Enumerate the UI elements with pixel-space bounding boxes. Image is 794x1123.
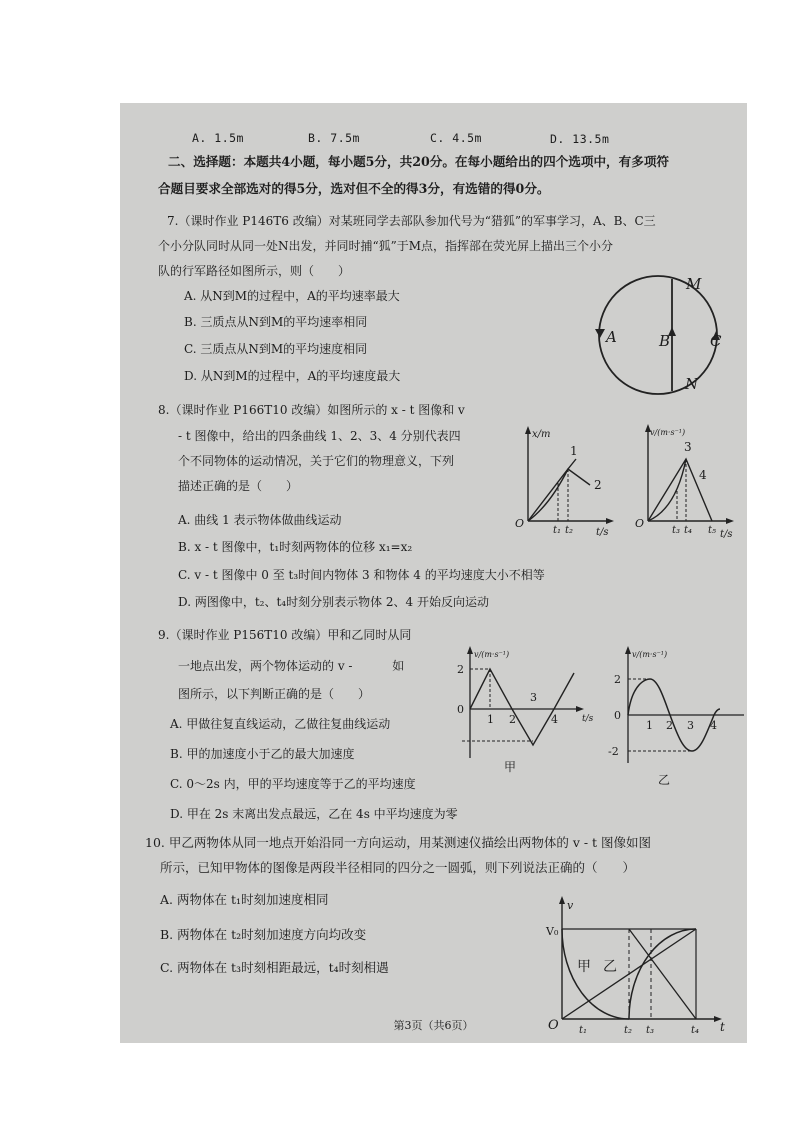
svg-text:-2: -2 <box>608 745 619 758</box>
svg-text:t/s: t/s <box>720 529 733 540</box>
q10-line1: 10. 甲乙两物体从同一地点开始沿同一方向运动，用某测速仪描绘出两物体的 v - t 图像如图 <box>145 835 652 850</box>
svg-text:V₀: V₀ <box>546 925 559 938</box>
section2-line1: 二、选择题：本题共4小题，每小题5分，共20分。在每小题给出的四个选项中，有多项符 <box>168 154 670 169</box>
q10-line2: 所示，已知甲物体的图像是两段半径相同的四分之一圆弧，则下列说法正确的（ ） <box>160 860 636 875</box>
svg-text:v/(m·s⁻¹): v/(m·s⁻¹) <box>632 650 668 659</box>
svg-text:O: O <box>548 1018 559 1033</box>
svg-text:1: 1 <box>487 713 494 726</box>
q10-vt-graph <box>540 893 726 1035</box>
q8-line2: - t 图像中，给出的四条曲线 1、2、3、4 分别代表四 <box>178 429 461 443</box>
svg-text:3: 3 <box>684 440 692 454</box>
q10-option-c: C. 两物体在 t₃时刻相距最远，t₄时刻相遇 <box>160 960 389 975</box>
q8-line4: 描述正确的是（ ） <box>178 479 299 493</box>
q6-option-a: A. 1.5m <box>192 131 244 145</box>
q8-xt-graph <box>510 423 625 538</box>
svg-text:1: 1 <box>646 719 653 732</box>
q9-line2: 一地点出发，两个物体运动的 v - 如 <box>178 659 405 673</box>
q7-option-b: B. 三质点从N到M的平均速率相同 <box>184 315 368 329</box>
q7-option-a: A. 从N到M的过程中，A的平均速率最大 <box>184 289 400 303</box>
svg-text:4: 4 <box>710 719 717 732</box>
q10-option-a: A. 两物体在 t₁时刻加速度相同 <box>160 892 329 907</box>
svg-text:t₄: t₄ <box>684 525 693 536</box>
svg-text:v/(m·s⁻¹): v/(m·s⁻¹) <box>650 428 686 437</box>
svg-text:t₃: t₃ <box>646 1025 655 1036</box>
svg-text:4: 4 <box>551 713 558 726</box>
q7-label-n: N <box>685 375 699 393</box>
q7-label-a: A <box>606 328 617 346</box>
q9-jia-caption: 甲 <box>504 760 517 774</box>
svg-text:x/m: x/m <box>532 429 551 440</box>
q9-option-a: A. 甲做往复直线运动，乙做往复曲线运动 <box>170 717 391 731</box>
svg-text:3: 3 <box>530 691 537 704</box>
q8-line1: 8.（课时作业 P166T10 改编）如图所示的 x - t 图像和 v <box>158 403 465 417</box>
q7-label-b: B <box>659 332 671 350</box>
svg-text:4: 4 <box>699 468 707 482</box>
svg-text:3: 3 <box>687 719 694 732</box>
q9-line1: 9.（课时作业 P156T10 改编）甲和乙同时从同 <box>158 628 412 642</box>
q7-option-d: D. 从N到M的过程中，A的平均速度最大 <box>184 369 401 383</box>
q10-jia-arc1 <box>562 929 629 1019</box>
svg-text:2: 2 <box>614 673 621 686</box>
svg-text:O: O <box>635 517 645 530</box>
q6-option-d: D. 13.5m <box>550 132 610 146</box>
svg-text:t₁: t₁ <box>553 525 562 536</box>
svg-text:2: 2 <box>509 713 516 726</box>
q7-option-c: C. 三质点从N到M的平均速度相同 <box>184 342 368 356</box>
q7-line3: 队的行军路径如图所示，则（ ） <box>158 264 351 278</box>
svg-text:t₃: t₃ <box>672 525 681 536</box>
svg-text:t/s: t/s <box>596 527 609 538</box>
q7-line1: 7.（课时作业 P146T6 改编）对某班同学去部队参加代号为“猎狐”的军事学习，A、B、C三 <box>167 214 656 228</box>
q10-label-jia: 甲 <box>577 959 591 975</box>
svg-text:t₂: t₂ <box>565 525 574 536</box>
q8-option-c: C. v - t 图像中 0 至 t₃时间内物体 3 和物体 4 的平均速度大小不相等 <box>178 568 545 582</box>
q10-label-yi: 乙 <box>603 959 617 975</box>
q9-yi-graph <box>602 643 747 788</box>
svg-text:2: 2 <box>457 663 464 676</box>
q10-yi-line2 <box>629 929 696 1019</box>
svg-text:O: O <box>515 517 525 530</box>
q6-option-c: C. 4.5m <box>430 131 482 145</box>
svg-text:v/(m·s⁻¹): v/(m·s⁻¹) <box>474 650 510 659</box>
svg-text:0: 0 <box>457 703 464 716</box>
q8-option-a: A. 曲线 1 表示物体做曲线运动 <box>178 513 342 527</box>
svg-text:t₂: t₂ <box>624 1025 633 1036</box>
q8-line3: 个不同物体的运动情况，关于它们的物理意义，下列 <box>178 454 455 468</box>
svg-text:t₄: t₄ <box>691 1025 700 1036</box>
svg-text:t₅: t₅ <box>708 525 717 536</box>
q6-option-b: B. 7.5m <box>308 131 360 145</box>
q7-label-c: C <box>710 332 722 350</box>
svg-text:0: 0 <box>614 709 621 722</box>
page-footer: 第3页（共6页） <box>393 1019 474 1032</box>
q9-line3: 图所示，以下判断正确的是（ ） <box>178 687 371 701</box>
q9-option-b: B. 甲的加速度小于乙的最大加速度 <box>170 747 355 761</box>
q7-label-m: M <box>686 275 702 293</box>
svg-text:t: t <box>720 1020 725 1034</box>
section2-line2: 合题目要求全部选对的得5分，选对但不全的得3分，有选错的得0分。 <box>158 181 550 196</box>
svg-text:t₁: t₁ <box>579 1025 588 1036</box>
svg-text:v: v <box>567 899 574 912</box>
q7-path-figure <box>598 275 728 395</box>
q8-option-b: B. x - t 图像中，t₁时刻两物体的位移 x₁=x₂ <box>178 540 413 554</box>
q8-option-d: D. 两图像中，t₂、t₄时刻分别表示物体 2、4 开始反向运动 <box>178 595 489 609</box>
svg-text:t/s: t/s <box>582 714 594 724</box>
q9-jia-line <box>470 669 574 745</box>
q10-option-b: B. 两物体在 t₂时刻加速度方向均改变 <box>160 927 367 942</box>
svg-text:2: 2 <box>594 478 602 492</box>
svg-text:2: 2 <box>666 719 673 732</box>
q9-option-c: C. 0～2s 内，甲的平均速度等于乙的平均速度 <box>170 777 416 791</box>
exam-page <box>120 103 747 1043</box>
q9-yi-caption: 乙 <box>658 773 671 787</box>
svg-text:1: 1 <box>570 444 578 458</box>
q7-arrow-a <box>595 329 605 338</box>
q9-option-d: D. 甲在 2s 末离出发点最远，乙在 4s 中平均速度为零 <box>170 807 458 821</box>
q9-jia-graph <box>448 643 598 773</box>
q7-line2: 个小分队同时从同一处N出发，并同时捕“狐”于M点，指挥部在荧光屏上描出三个小分 <box>158 239 614 253</box>
q8-vt-graph <box>630 421 745 538</box>
